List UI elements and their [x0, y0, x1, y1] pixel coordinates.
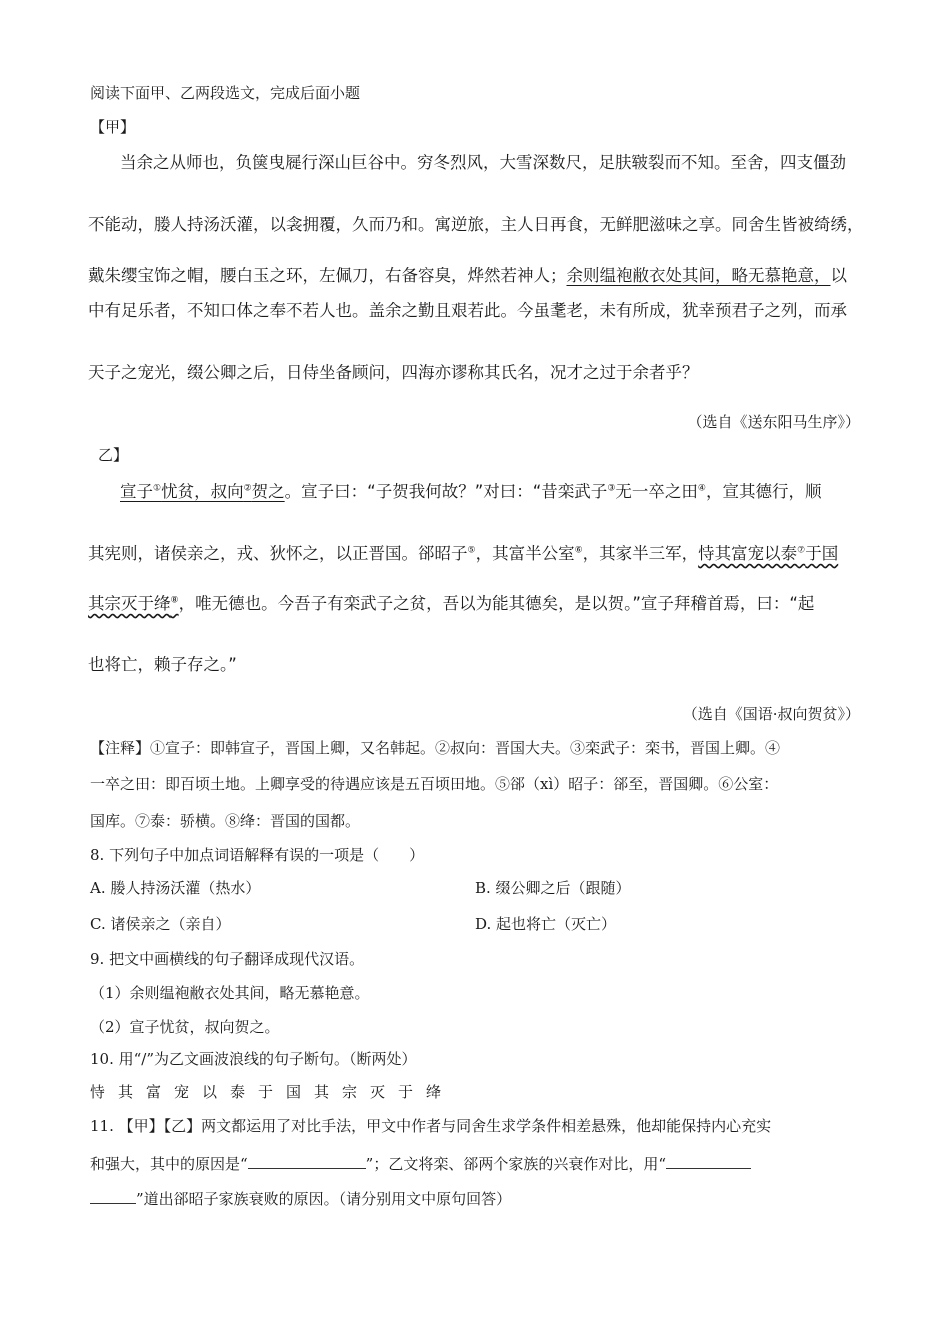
q8-option-b: B. 缀公卿之后（跟随）: [475, 879, 631, 897]
yi-line-2: 其宪则，诸侯亲之，戎、狄怀之，以正晋国。郤昭子⑤，其富半公室⑥，其家半三军，恃其富宠以泰⑦于国: [88, 544, 839, 563]
q8-option-a: A. 媵人持汤沃灌（热水）: [90, 879, 261, 897]
jia-line-3-end: 以: [830, 266, 847, 285]
yi-underlined-sentence: 宣子①忧贫，叔向②贺之: [120, 482, 285, 501]
q9-sentence-2: （2）宣子忧贫，叔向贺之。: [90, 1018, 280, 1036]
jia-line-4: 中有足乐者，不知口体之奉不若人也。盖余之勤且艰若此。今虽耄老，未有所成，犹幸预君子之列，而承: [88, 301, 847, 320]
jia-underlined-sentence: 余则缊袍敝衣处其间，略无慕艳意，: [566, 266, 831, 285]
yi-line-4: 也将亡，赖子存之。”: [88, 655, 237, 674]
jia-line-1: 当余之从师也，负箧曳屣行深山巨谷中。穷冬烈风，大雪深数尺，足肤皲裂而不知。至舍，四支僵劲: [120, 153, 846, 172]
q11-line-2: 和强大，其中的原因是“ ”；乙文将栾、郤两个家族的兴衰作对比，用“: [90, 1153, 751, 1174]
q11-answer-blank-2-continued[interactable]: [90, 1189, 136, 1204]
jia-line-3-start: 戴朱缨宝饰之帽，腰白玉之环，左佩刀，右备容臭，烨然若神人；: [88, 266, 567, 285]
jia-source: （选自《送东阳马生序》）: [687, 413, 860, 431]
yi-wavy-sentence-part-1: 恃其富宠以泰⑦于国: [698, 544, 839, 563]
yi-source: （选自《国语·叔向贺贫》）: [682, 705, 860, 723]
notes-line-1: 【注释】①宣子：即韩宣子，晋国上卿，又名韩起。②叔向：晋国大夫。③栾武子：栾书，晋国上卿。④: [90, 739, 781, 757]
yi-wavy-sentence-part-2: 其宗灭于绛⑧: [88, 594, 179, 613]
notes-line-3: 国库。⑦泰：骄横。⑧绛：晋国的国都。: [90, 812, 361, 830]
section-jia-label: 【甲】: [90, 118, 136, 136]
q11-answer-blank-1[interactable]: [248, 1154, 366, 1169]
q11-answer-blank-2[interactable]: [666, 1154, 751, 1169]
q9-stem: 9. 把文中画横线的句子翻译成现代汉语。: [90, 950, 365, 968]
q10-sentence: 恃其富宠以泰于国其宗灭于绛: [90, 1083, 455, 1101]
notes-line-2: 一卒之田：即百顷土地。上卿享受的待遇应该是五百顷田地。⑤郤（xì）昭子：郤至，晋国卿。⑥公室：: [90, 775, 779, 793]
intro-text: 阅读下面甲、乙两段选文，完成后面小题: [90, 84, 361, 102]
yi-line-1: 宣子①忧贫，叔向②贺之。宣子曰：“子贺我何故？”对曰：“昔栾武子③无一卒之田④，宣其德行，顺: [120, 482, 822, 501]
q8-stem: 8. 下列句子中加点词语解释有误的一项是（ ）: [90, 846, 425, 864]
jia-line-3: [88, 262, 847, 286]
yi-line-3: 其宗灭于绛⑧，唯无德也。今吾子有栾武子之贫，吾以为能其德矣，是以贺。”宣子拜稽首焉，曰：“起: [88, 594, 815, 613]
q9-sentence-1: （1）余则缊袍敝衣处其间，略无慕艳意。: [90, 984, 370, 1002]
q8-option-c: C. 诸侯亲之（亲自）: [90, 915, 231, 933]
jia-line-2: 不能动，媵人持汤沃灌，以衾拥覆，久而乃和。寓逆旅，主人日再食，无鲜肥滋味之享。同舍生皆被绮绣，: [88, 215, 864, 234]
q8-option-d: D. 起也将亡（灭亡）: [475, 915, 617, 933]
jia-line-5: 天子之宠光，缀公卿之后，日侍坐备顾问，四海亦谬称其氏名，况才之过于余者乎？: [88, 363, 699, 382]
section-yi-label: 乙】: [98, 446, 129, 464]
q11-line-3: ”道出郤昭子家族衰败的原因。（请分别用文中原句回答）: [90, 1188, 511, 1209]
q11-line-1: 11. 【甲】【乙】两文都运用了对比手法，甲文中作者与同舍生求学条件相差悬殊，他却能保持内心充实: [90, 1117, 772, 1135]
q10-stem: 10. 用“/”为乙文画波浪线的句子断句。（断两处）: [90, 1050, 417, 1068]
